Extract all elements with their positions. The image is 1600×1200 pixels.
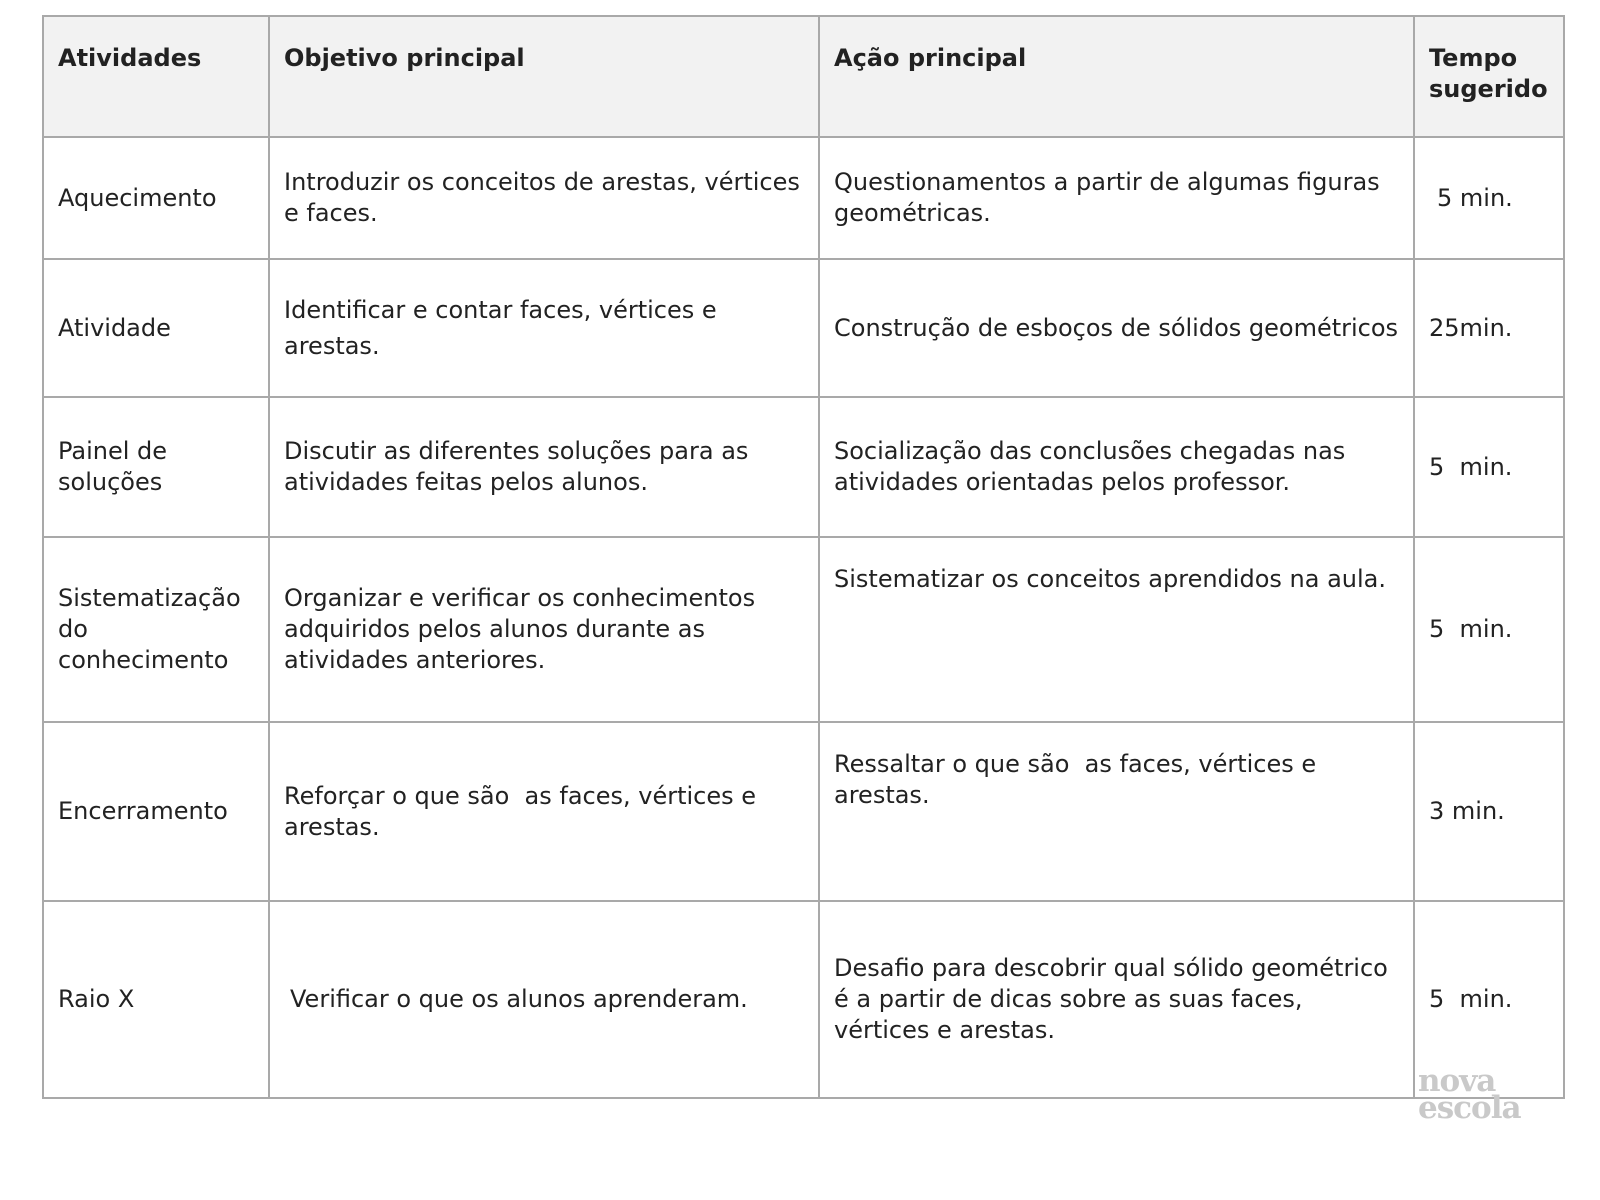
cell-tempo: 3 min. <box>1414 722 1564 901</box>
cell-atividade: Painel de soluções <box>43 397 269 537</box>
cell-atividade: Aquecimento <box>43 137 269 259</box>
logo-line-1: nova <box>1418 1063 1496 1099</box>
logo-line-2: escola <box>1418 1090 1521 1126</box>
cell-acao: Ressaltar o que são as faces, vértices e arestas. <box>819 722 1414 901</box>
cell-objetivo: Verificar o que os alunos aprenderam. <box>269 901 819 1098</box>
cell-tempo: 25min. <box>1414 259 1564 397</box>
table-row <box>43 137 1564 259</box>
cell-objetivo: Reforçar o que são as faces, vértices e arestas. <box>269 722 819 901</box>
cell-acao: Socialização das conclusões chegadas nas atividades orientadas pelos professor. <box>819 397 1414 537</box>
header-tempo: Tempo sugerido <box>1414 16 1564 137</box>
table-row <box>43 537 1564 722</box>
cell-tempo: 5 min. <box>1414 901 1564 1098</box>
cell-tempo: 5 min. <box>1414 137 1564 259</box>
table-row <box>43 259 1564 397</box>
table-header <box>43 16 1564 137</box>
table-row <box>43 722 1564 901</box>
cell-objetivo: Organizar e verificar os conhecimentos adquiridos pelos alunos durante as atividades anteriores. <box>269 537 819 722</box>
cell-atividade: Atividade <box>43 259 269 397</box>
header-acao: Ação principal <box>819 16 1414 137</box>
cell-tempo: 5 min. <box>1414 537 1564 722</box>
cell-acao: Questionamentos a partir de algumas figuras geométricas. <box>819 137 1414 259</box>
header-row <box>43 16 1564 137</box>
header-atividades: Atividades <box>43 16 269 137</box>
cell-atividade: Encerramento <box>43 722 269 901</box>
cell-atividade: Raio X <box>43 901 269 1098</box>
cell-acao: Construção de esboços de sólidos geométricos <box>819 259 1414 397</box>
table-row <box>43 397 1564 537</box>
table-row <box>43 901 1564 1098</box>
cell-acao: Desafio para descobrir qual sólido geométrico é a partir de dicas sobre as suas faces, vértices e arestas. <box>819 901 1414 1098</box>
lesson-plan-table <box>42 15 1565 1099</box>
table-body <box>43 137 1564 1098</box>
header-objetivo: Objetivo principal <box>269 16 819 137</box>
cell-atividade: Sistematização do conhecimento <box>43 537 269 722</box>
cell-objetivo: Introduzir os conceitos de arestas, vértices e faces. <box>269 137 819 259</box>
nova-escola-logo <box>1418 1063 1521 1126</box>
cell-objetivo: Identificar e contar faces, vértices e arestas. <box>269 259 819 397</box>
cell-objetivo: Discutir as diferentes soluções para as atividades feitas pelos alunos. <box>269 397 819 537</box>
cell-tempo: 5 min. <box>1414 397 1564 537</box>
cell-acao: Sistematizar os conceitos aprendidos na aula. <box>819 537 1414 722</box>
